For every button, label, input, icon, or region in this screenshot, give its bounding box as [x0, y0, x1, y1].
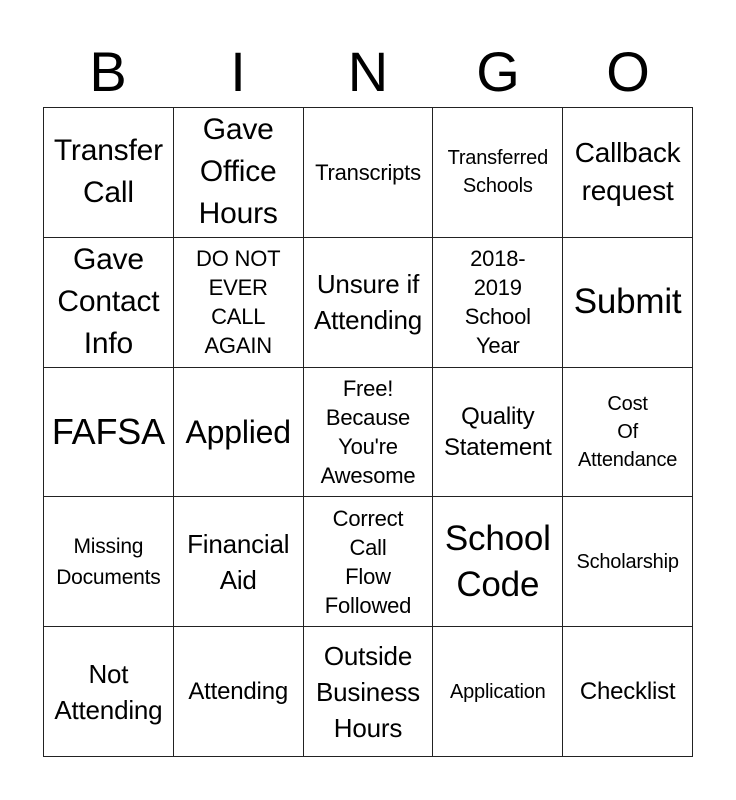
header-letter-o: O	[606, 40, 650, 103]
bingo-cell[interactable]	[174, 108, 304, 238]
bingo-cell[interactable]	[563, 238, 693, 368]
cell-text: Unsure if Attending	[313, 269, 423, 336]
bingo-cell[interactable]	[174, 497, 304, 627]
bingo-cell[interactable]	[563, 497, 693, 627]
cell-text: Callback request	[574, 137, 681, 207]
cell-text: 2018- 2019 School Year	[464, 246, 531, 359]
cell-text: Transfer Call	[53, 134, 163, 210]
bingo-cell[interactable]	[174, 238, 304, 368]
cell-text: Missing Documents	[56, 534, 161, 589]
cell-text: Not Attending	[54, 658, 163, 725]
cell-text: Submit	[573, 282, 682, 322]
cell-text: Applied	[185, 413, 291, 450]
bingo-cell[interactable]	[433, 627, 563, 757]
bingo-cell[interactable]	[44, 368, 174, 498]
bingo-card	[43, 107, 693, 757]
cell-text: Cost Of Attendance	[577, 392, 678, 471]
bingo-cell[interactable]	[433, 497, 563, 627]
bingo-cell[interactable]	[44, 108, 174, 238]
bingo-cell[interactable]	[174, 368, 304, 498]
bingo-cell[interactable]	[174, 627, 304, 757]
bingo-cell[interactable]	[433, 238, 563, 368]
bingo-cell[interactable]	[304, 108, 434, 238]
bingo-cell[interactable]	[44, 497, 174, 627]
bingo-cell[interactable]	[563, 108, 693, 238]
bingo-cell[interactable]	[44, 238, 174, 368]
cell-text: School Code	[444, 518, 551, 604]
header-letter-i: I	[230, 40, 246, 103]
header-letter-b: B	[89, 40, 127, 103]
cell-text: Attending	[188, 678, 288, 706]
cell-text: Correct Call Flow Followed	[324, 505, 412, 618]
cell-text: Gave Contact Info	[57, 243, 160, 361]
cell-text: Application	[449, 680, 546, 703]
cell-text: Outside Business Hours	[316, 640, 420, 743]
cell-text: Transcripts	[315, 159, 421, 185]
header-letter-n: N	[347, 40, 389, 103]
header-letter-g: G	[476, 40, 520, 103]
cell-text: Financial Aid	[187, 528, 290, 595]
bingo-cell[interactable]	[304, 627, 434, 757]
cell-text: Checklist	[579, 678, 676, 706]
bingo-cell[interactable]	[304, 497, 434, 627]
bingo-cell[interactable]	[44, 627, 174, 757]
bingo-cell[interactable]	[304, 238, 434, 368]
cell-text: Scholarship	[576, 550, 679, 573]
cell-text: Transferred Schools	[447, 147, 548, 198]
bingo-cell[interactable]	[433, 368, 563, 498]
cell-text: DO NOT EVER CALL AGAIN	[196, 246, 281, 359]
bingo-cell[interactable]	[563, 627, 693, 757]
bingo-cell[interactable]	[304, 368, 434, 498]
bingo-cell[interactable]	[433, 108, 563, 238]
bingo-header	[43, 40, 693, 104]
cell-text: FAFSA	[51, 410, 165, 452]
cell-text: Gave Office Hours	[198, 113, 278, 231]
cell-text: Free! Because You're Awesome	[320, 375, 416, 488]
bingo-cell[interactable]	[563, 368, 693, 498]
cell-text: Quality Statement	[443, 402, 552, 461]
